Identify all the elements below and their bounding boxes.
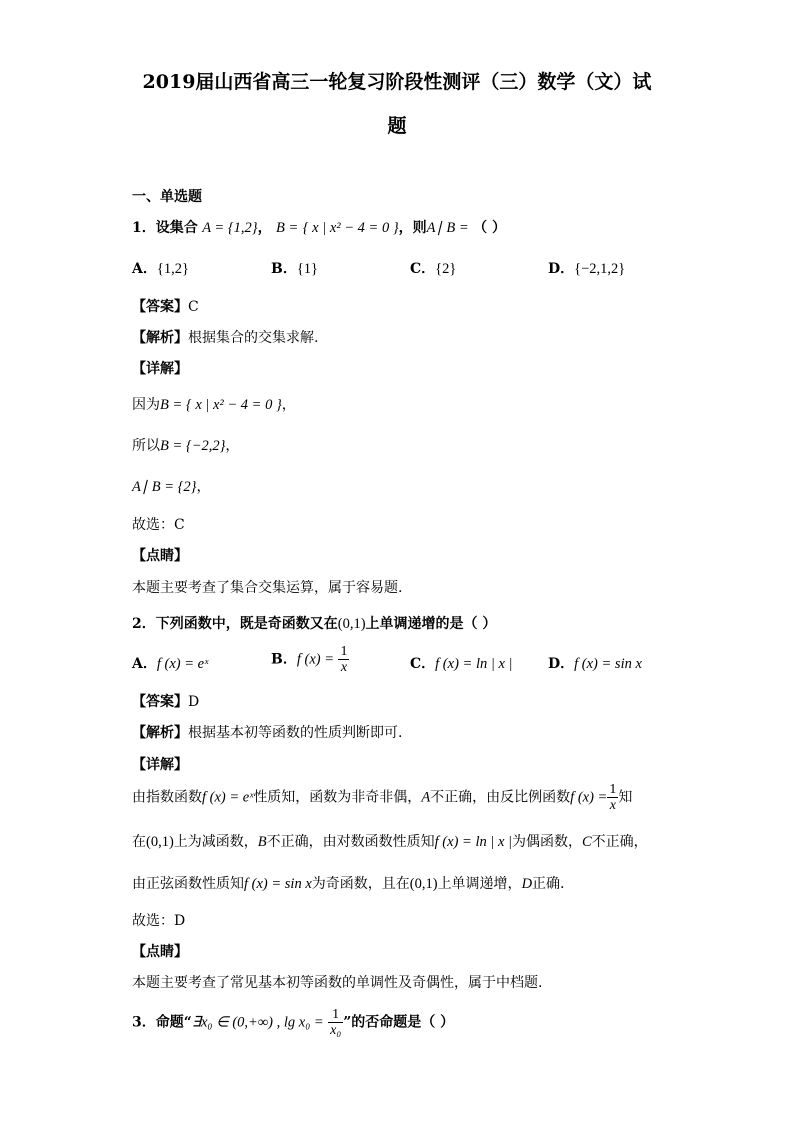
option-letter: D． bbox=[548, 656, 575, 672]
step-text: 所以 bbox=[132, 438, 160, 454]
question-2 bbox=[132, 613, 496, 633]
step-math: A∣ B = {2} bbox=[132, 479, 197, 495]
step-text: 因为 bbox=[132, 397, 160, 413]
fraction-numerator: 1 bbox=[609, 782, 617, 797]
detail-math: f (x) = ln | x | bbox=[434, 834, 512, 850]
analysis-tag: 【解析】 bbox=[132, 725, 188, 741]
fraction-denominator: x bbox=[340, 660, 348, 675]
analysis-line bbox=[132, 327, 318, 347]
answer-tag: 【答案】 bbox=[132, 299, 188, 315]
question-number: 2． bbox=[132, 616, 156, 632]
step-punct: ， bbox=[281, 397, 296, 413]
detail-math: C bbox=[582, 834, 592, 850]
detail-text: 不正确， bbox=[591, 834, 648, 850]
option-letter: C． bbox=[410, 261, 436, 277]
step-punct: ， bbox=[196, 479, 211, 495]
separator: ， bbox=[257, 220, 272, 236]
option-text: f (x) = sin x bbox=[574, 656, 642, 672]
math-set-b: { x | x² − 4 = 0 } bbox=[302, 220, 399, 236]
fraction-numerator: 1 bbox=[328, 1007, 343, 1023]
question-math: ∃x₀ ∈ (0,+∞) , lg x₀ = bbox=[191, 1014, 324, 1031]
detail-text: 不正确，由反比例函数 bbox=[430, 789, 571, 806]
step-math: B = {−2,2} bbox=[160, 438, 226, 454]
detail-text: 正确. bbox=[532, 876, 565, 892]
step-punct: ， bbox=[225, 438, 240, 454]
answer-line bbox=[132, 296, 199, 316]
detail-paragraph-line-1 bbox=[132, 782, 632, 813]
step-math: B = { x | x² − 4 = 0 } bbox=[160, 397, 282, 413]
option-b bbox=[271, 258, 318, 278]
math-set-b-prefix: B = bbox=[276, 220, 299, 236]
math-set-a: A = {1,2} bbox=[202, 220, 258, 236]
detail-math: f (x) = eˣ bbox=[202, 789, 254, 806]
analysis-text: 根据基本初等函数的性质判断即可. bbox=[188, 725, 403, 741]
detail-math: f (x) = sin x bbox=[244, 876, 312, 892]
option-a bbox=[132, 258, 189, 278]
option-b bbox=[271, 644, 349, 675]
detail-text: 由指数函数 bbox=[132, 789, 202, 806]
question-lead-end: 上单调递增的是（ ） bbox=[365, 616, 497, 632]
question-tail: ”的否命题是（ ） bbox=[343, 1014, 455, 1031]
detail-text: 为奇函数，且在 bbox=[311, 876, 410, 892]
question-lead: 下列函数中，既是奇函数又在 bbox=[155, 616, 338, 632]
option-text: f (x) = eˣ bbox=[156, 656, 209, 672]
document-title: 2019届山西省高三一轮复习阶段性测评（三）数学（文）试 bbox=[142, 71, 652, 93]
detail-text: 为偶函数， bbox=[512, 834, 582, 850]
analysis-tag: 【解析】 bbox=[132, 330, 188, 346]
question-number: 3． bbox=[132, 1014, 156, 1031]
fraction bbox=[607, 782, 618, 813]
option-letter: B． bbox=[271, 651, 297, 668]
detail-step bbox=[132, 394, 296, 414]
detail-math: (0,1) bbox=[146, 834, 174, 850]
detail-text: 不正确，由对数函数性质知 bbox=[266, 834, 435, 850]
option-letter: A． bbox=[132, 656, 157, 672]
detail-text: 性质知，函数为非奇非偶， bbox=[253, 789, 422, 806]
answer-value: D bbox=[188, 694, 200, 710]
detail-tag: 【详解】 bbox=[132, 361, 188, 377]
detail-math: B bbox=[257, 834, 267, 850]
detail-tag: 【详解】 bbox=[132, 757, 188, 773]
question-3 bbox=[132, 1007, 454, 1038]
option-text: {2} bbox=[435, 261, 457, 277]
question-then: ，则 bbox=[398, 220, 427, 236]
detail-step bbox=[132, 435, 239, 455]
answer-value: C bbox=[188, 299, 199, 315]
fraction-numerator: 1 bbox=[340, 644, 348, 659]
comment-tag: 【点睛】 bbox=[132, 944, 188, 960]
comment-tag: 【点睛】 bbox=[132, 548, 188, 564]
fraction-denominator: x₀ bbox=[330, 1023, 342, 1038]
detail-text: 在 bbox=[132, 834, 146, 850]
option-letter: C． bbox=[410, 656, 436, 672]
option-text: f (x) = bbox=[296, 651, 334, 668]
detail-math: f (x) = bbox=[570, 789, 608, 806]
detail-text: 上单调递增， bbox=[437, 876, 522, 892]
math-intersection: A∣ B = bbox=[426, 220, 469, 236]
option-text: {1} bbox=[296, 261, 319, 277]
document-title-continued: 题 bbox=[387, 115, 407, 137]
choose-line: 故选：C bbox=[132, 517, 185, 533]
comment-text: 本题主要考查了集合交集运算，属于容易题. bbox=[132, 580, 403, 596]
detail-text: 知 bbox=[618, 789, 633, 806]
comment-text: 本题主要考查了常见基本初等函数的单调性及奇偶性，属于中档题. bbox=[132, 975, 543, 991]
answer-paren: （ ） bbox=[473, 220, 506, 236]
option-text: {−2,1,2} bbox=[574, 261, 626, 277]
choose-line: 故选：D bbox=[132, 913, 186, 929]
question-number: 1． bbox=[132, 220, 156, 236]
section-heading: 一、单选题 bbox=[132, 189, 202, 205]
detail-text: 由正弦函数性质知 bbox=[132, 876, 244, 892]
fraction-denominator: x bbox=[609, 798, 616, 813]
option-a bbox=[132, 653, 208, 673]
option-c bbox=[410, 653, 513, 673]
option-d bbox=[548, 653, 642, 673]
analysis-line bbox=[132, 722, 402, 742]
option-text: {1,2} bbox=[156, 261, 189, 277]
option-d bbox=[548, 258, 625, 278]
detail-paragraph-line-3 bbox=[132, 873, 565, 893]
answer-line bbox=[132, 691, 199, 711]
fraction bbox=[338, 644, 349, 675]
question-1 bbox=[132, 217, 506, 237]
answer-tag: 【答案】 bbox=[132, 694, 188, 710]
detail-math: D bbox=[521, 876, 533, 892]
option-c bbox=[410, 258, 456, 278]
detail-math: A bbox=[421, 789, 431, 806]
detail-text: 上为减函数， bbox=[173, 834, 258, 850]
math-interval: (0,1) bbox=[337, 616, 366, 632]
detail-paragraph-line-2 bbox=[132, 831, 648, 851]
fraction bbox=[328, 1007, 343, 1038]
question-lead: 命题“ bbox=[155, 1014, 192, 1031]
option-letter: A． bbox=[132, 261, 157, 277]
question-lead: 设集合 bbox=[155, 220, 198, 236]
detail-step bbox=[132, 476, 210, 496]
option-text: f (x) = ln | x | bbox=[435, 656, 513, 672]
detail-math: (0,1) bbox=[409, 876, 438, 892]
option-letter: D． bbox=[548, 261, 575, 277]
analysis-text: 根据集合的交集求解. bbox=[188, 330, 319, 346]
option-letter: B． bbox=[271, 261, 297, 277]
